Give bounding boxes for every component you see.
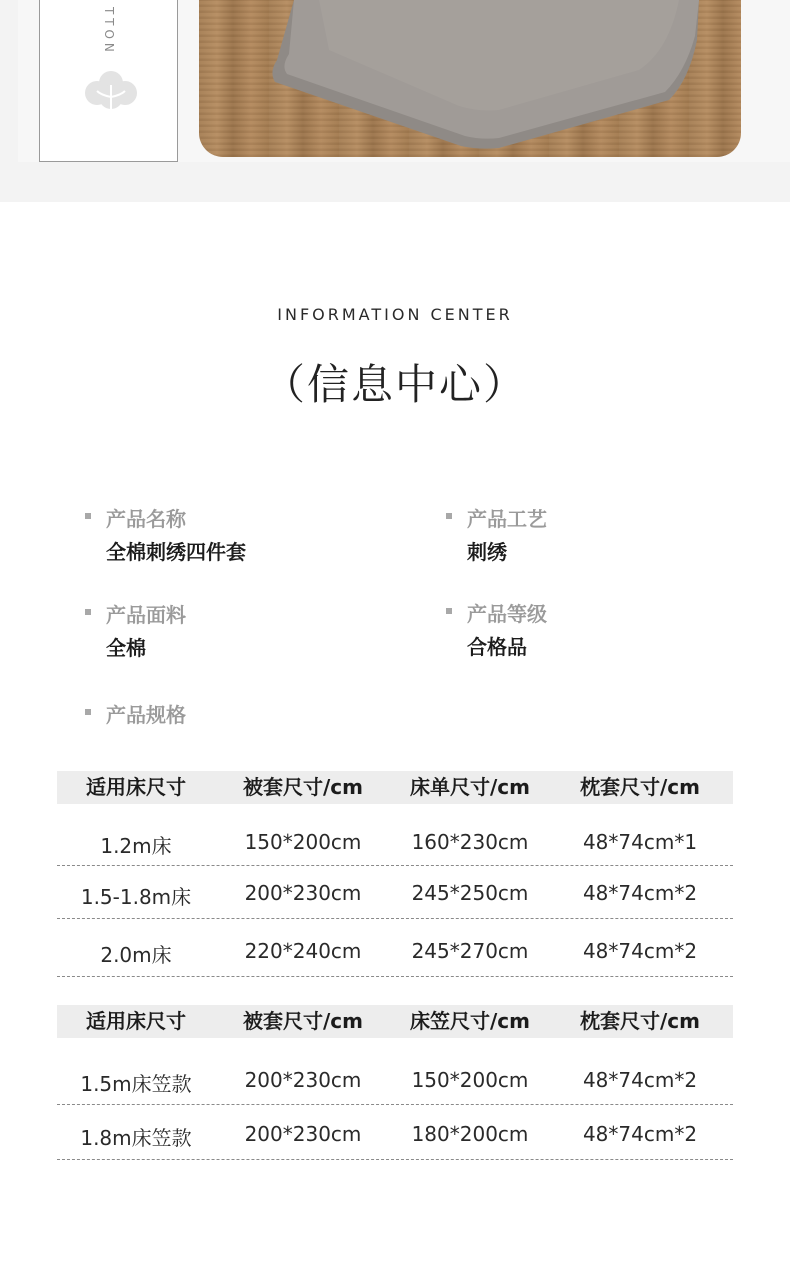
table-cell: 1.2m床 — [100, 834, 172, 858]
info-label: 产品等级 — [467, 602, 547, 626]
size-table-flat-sheet — [57, 771, 733, 977]
table-row — [57, 919, 733, 977]
table-cell: 245*270cm — [411, 939, 529, 963]
table-cell: 220*240cm — [244, 939, 362, 963]
bullet-icon — [85, 609, 91, 615]
table-header-cell: 适用床尺寸 — [86, 775, 186, 799]
table-row — [57, 866, 733, 919]
info-label: 产品面料 — [106, 603, 186, 627]
info-value: 合格品 — [467, 635, 527, 659]
table-cell: 245*250cm — [411, 881, 529, 905]
table-header-cell: 枕套尺寸/cm — [580, 775, 700, 799]
table-cell: 150*200cm — [244, 830, 362, 854]
cotton-card — [39, 0, 178, 162]
table-cell: 48*74cm*2 — [582, 881, 698, 905]
section-title-en: INFORMATION CENTER — [277, 305, 513, 324]
bullet-icon — [85, 513, 91, 519]
info-value: 刺绣 — [467, 540, 507, 564]
info-label: 产品规格 — [106, 703, 186, 727]
bullet-icon — [446, 513, 452, 519]
product-photo — [199, 0, 741, 157]
table-cell: 200*230cm — [244, 1122, 362, 1146]
table-row — [57, 1038, 733, 1105]
table-cell: 180*200cm — [411, 1122, 529, 1146]
table-header — [57, 771, 733, 804]
table-header-cell: 被套尺寸/cm — [243, 775, 363, 799]
table-row — [57, 804, 733, 866]
table-cell: 48*74cm*2 — [582, 939, 698, 963]
table-cell: 150*200cm — [411, 1068, 529, 1092]
info-value: 全棉刺绣四件套 — [106, 540, 246, 564]
table-cell: 160*230cm — [411, 830, 529, 854]
table-cell: 1.5-1.8m床 — [80, 885, 192, 909]
table-cell: 48*74cm*2 — [582, 1068, 698, 1092]
table-cell: 2.0m床 — [100, 943, 172, 967]
section-title-cn: （信息中心） — [262, 360, 527, 409]
table-cell: 48*74cm*2 — [582, 1122, 698, 1146]
table-cell: 200*230cm — [244, 1068, 362, 1092]
table-cell: 200*230cm — [244, 881, 362, 905]
table-header-cell: 枕套尺寸/cm — [580, 1009, 700, 1033]
table-header-cell: 被套尺寸/cm — [243, 1009, 363, 1033]
table-header — [57, 1005, 733, 1038]
table-row — [57, 1105, 733, 1160]
bedsheet-corner-shape — [199, 0, 741, 157]
table-header-cell: 适用床尺寸 — [86, 1009, 186, 1033]
info-label: 产品工艺 — [467, 507, 547, 531]
info-value: 全棉 — [106, 636, 146, 660]
cotton-flower-icon — [83, 69, 139, 113]
table-cell: 48*74cm*1 — [582, 830, 698, 854]
bullet-icon — [446, 608, 452, 614]
cotton-card-vertical-text: TTON — [102, 7, 116, 56]
table-cell: 1.8m床笠款 — [80, 1126, 192, 1150]
info-label: 产品名称 — [106, 507, 186, 531]
bullet-icon — [85, 709, 91, 715]
table-header-cell: 床单尺寸/cm — [410, 775, 530, 799]
size-table-fitted-sheet — [57, 1005, 733, 1160]
table-cell: 1.5m床笠款 — [80, 1072, 192, 1096]
table-header-cell: 床笠尺寸/cm — [410, 1009, 530, 1033]
